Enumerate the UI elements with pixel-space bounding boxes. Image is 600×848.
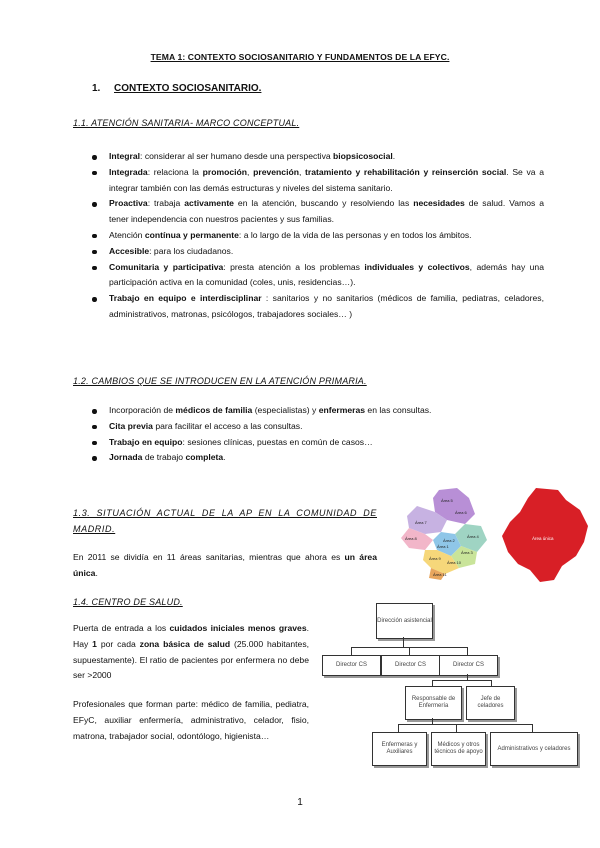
org-connector [398,724,399,732]
paragraph-1-3: En 2011 se dividía en 11 áreas sanitarias, mientras que ahora es un área única. [73,552,377,578]
subsection-heading-1-3: 1.3. SITUACIÓN ACTUAL DE LA AP EN LA COMUNIDAD DE MADRID. [73,508,377,534]
paragraph-1-4-b: Profesionales que forman parte: médico de familia, pediatra, EFyC, auxiliar enfermería, administrativo, celador, fisio, matrona, trabajador social, odontólogo, higienista… [73,699,309,741]
org-box-staff: Enfermeras y Auxiliares [372,732,427,766]
list-item: Comunitaria y participativa: presta atención a los problemas individuales y colectivos, además hay una participación activa en la comunidad (coles, unis, residencias…). [91,260,544,292]
map-area-label: Área 9 [429,556,441,561]
org-box-staff: Médicos y otros técnicos de apoyo [431,732,486,766]
map-area-label: Área 6 [455,510,467,515]
list-item: Cita previa para facilitar el acceso a las consultas. [91,419,544,435]
org-box-nursing-head: Responsable de Enfermería [405,686,462,720]
list-item: Integrada: relaciona la promoción, prevención, tratamiento y rehabilitación y reinserción social. Se va a integrar también con las demás estructuras y niveles del sistema sanitario. [91,165,544,197]
map-area-label: Área única [532,536,554,541]
org-box-director: Director CS [439,655,498,676]
section-number: 1. [92,83,101,94]
subsection-heading-1-2: 1.2. CAMBIOS QUE SE INTRODUCEN EN LA ATENCIÓN PRIMARIA. [73,376,367,386]
paragraph-1-4-a: Puerta de entrada a los cuidados iniciales menos graves. Hay 1 por cada zona básica de salud (25.000 habitantes, supuestamente). El ratio de pacientes por enfermera no debe ser >2000 [73,623,310,681]
map-area-label: Área 10 [447,560,462,565]
page-number: 1 [297,797,303,808]
list-item: Integral: considerar al ser humano desde una perspectiva biopsicosocial. [91,149,544,165]
list-item: Proactiva: trabaja activamente en la atención, buscando y resolviendo las necesidades de salud. Vamos a tener independencia con nuestros pacientes y sus familias. [91,196,544,228]
page-title: TEMA 1: CONTEXTO SOCIOSANITARIO Y FUNDAMENTOS DE LA EFYC. [150,52,450,62]
org-connector [432,680,492,681]
org-box-top: Dirección asistencial [376,603,433,639]
org-connector [398,724,533,725]
org-connector [351,647,352,655]
map-area-label: Área 2 [443,538,455,543]
org-box-director: Director CS [322,655,381,676]
map-area-label: Área 7 [415,520,427,525]
org-connector [467,647,468,655]
org-connector [403,637,404,647]
org-connector [409,647,410,655]
org-box-staff: Administrativos y celadores [490,732,578,766]
section-heading-1 [92,83,261,94]
map-area-label: Área 4 [467,534,479,539]
section-label: CONTEXTO SOCIOSANITARIO. [114,83,262,94]
map-area-label: Área 8 [405,536,417,541]
bullet-list-1-1 [91,149,544,323]
subsection-heading-1-4: 1.4. CENTRO DE SALUD. [73,597,183,607]
org-connector [532,724,533,732]
list-item: Accesible: para los ciudadanos. [91,244,544,260]
map-area-label: Área 3 [461,550,473,555]
map-single-area [500,486,592,584]
map-area-label: Área 11 [433,572,447,577]
list-item: Trabajo en equipo: sesiones clínicas, puestas en común de casos… [91,435,544,451]
list-item: Trabajo en equipo e interdisciplinar : sanitarios y no sanitarios (médicos de familia, pediatras, celadores, administrativos, matronas, psicólogos, trabajadores sociales… ) [91,291,544,323]
bullet-list-1-2 [91,403,544,466]
map-area-shape [502,488,588,582]
list-item: Jornada de trabajo completa. [91,450,544,466]
subsection-heading-1-1: 1.1. ATENCIÓN SANITARIA- MARCO CONCEPTUAL. [73,118,300,128]
list-item: Incorporación de médicos de familia (especialistas) y enfermeras en las consultas. [91,403,544,419]
map-area-label: Área 5 [441,498,453,503]
org-connector [456,724,457,732]
list-item: Atención contínua y permanente: a lo largo de la vida de las personas y en todos los ámbitos. [91,228,544,244]
org-box-director: Director CS [381,655,440,676]
org-box-orderlies-head: Jefe de celadores [466,686,515,720]
map-eleven-areas [395,484,490,584]
map-area-label: Área 1 [437,544,449,549]
